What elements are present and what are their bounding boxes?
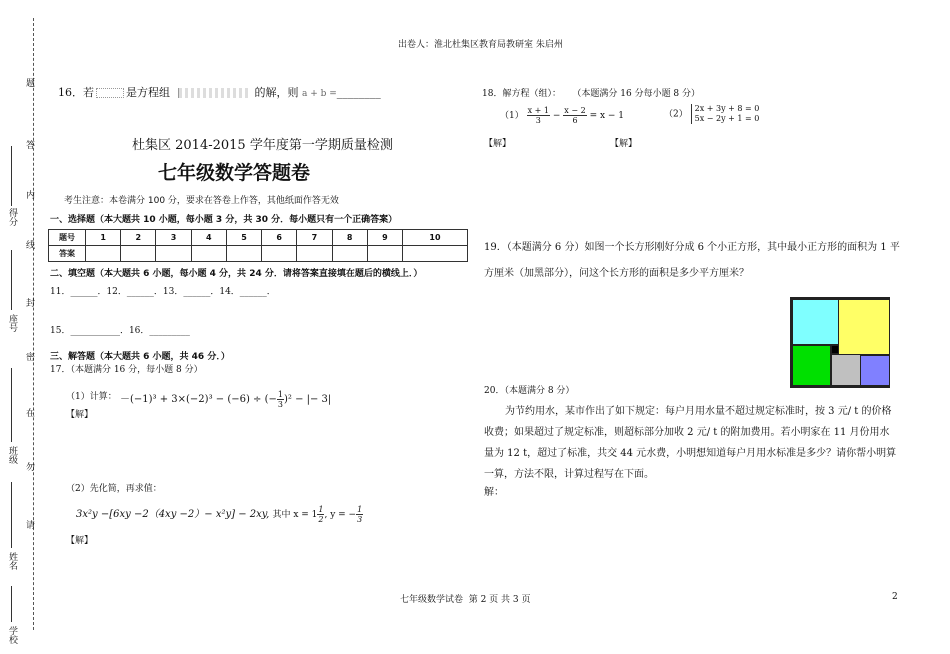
question-20-paragraph-2: 收费；如果超过了规定标准，则超标部分加收 2 元/ t 的附加费用。若小明家在 11 月份用水 (484, 427, 890, 438)
table-cell: 8 (332, 230, 367, 246)
table-row (49, 246, 468, 262)
seal-char: 答 (26, 141, 36, 151)
table-cell: 题号 (49, 230, 86, 246)
score-label: 得分 (7, 208, 17, 226)
binding-dashed-line (33, 18, 34, 630)
choice-answer-table (48, 229, 468, 262)
answer-cell[interactable] (367, 246, 402, 262)
notice: 考生注意：本卷满分 100 分，要求在答卷上作答，其他纸面作答无效 (64, 196, 339, 206)
question-20-heading: 20．（本题满分 8 分） (484, 386, 575, 396)
class-line (11, 368, 12, 442)
school-line (11, 586, 12, 622)
question-17-2-label: （2）先化简，再求值： (66, 484, 162, 494)
exam-title: 杜集区 2014-2015 学年度第一学期质量检测 (132, 138, 393, 153)
section-2-heading: 二、填空题（本大题共 6 小题，每小题 4 分，共 24 分．请将答案直接填在题后的横线上．） (50, 269, 423, 279)
seal-char: 封 (26, 299, 36, 309)
answer-cell[interactable] (402, 246, 467, 262)
rectangle-squares-figure (790, 297, 890, 388)
name-line (11, 482, 12, 548)
question-18-2: （2） 2x + 3y + 8 = 0 5x − 2y + 1 = 0 (664, 104, 760, 123)
question-19-line-2: 方厘米（加黑部分），问这个长方形的面积是多少平方厘米？ (484, 268, 749, 279)
square-gray (831, 354, 861, 386)
question-17-heading: 17．（本题满分 16 分，每小题 8 分） (50, 365, 203, 375)
solution-label: 【解】 (66, 536, 94, 546)
answer-cell[interactable] (297, 246, 332, 262)
answer-cell[interactable] (86, 246, 121, 262)
seal-char: 密 (26, 353, 36, 363)
question-16: 16．若 是方程组 的解，则 a + b =________ (58, 86, 381, 99)
answer-cell[interactable] (226, 246, 261, 262)
square-cyan (792, 299, 839, 345)
table-cell: 1 (86, 230, 121, 246)
seal-char: 线 (26, 241, 36, 251)
table-cell: 10 (402, 230, 467, 246)
solution-label: 【解】 (484, 139, 512, 149)
section-3-heading: 三、解答题（本大题共 6 小题，共 46 分．） (50, 352, 230, 362)
name-label: 姓名 (7, 552, 17, 570)
seal-char: 勿 (26, 463, 36, 473)
question-18-heading: 18．解方程（组）： （本题满分 16 分每小题 8 分） (482, 89, 701, 99)
seal-char: 题 (26, 79, 36, 89)
question-17-2-expression: 3x²y −[6xy −2（4xy −2）− x²y] − 2xy, 其中 x = 1 $\frac{1}{2}$ , y = − $\frac{1}{3}$ (76, 505, 363, 524)
answer-cell[interactable] (156, 246, 191, 262)
page-number: 2 (892, 592, 898, 602)
author-line: 出卷人：淮北杜集区教育局教研室 朱启州 (398, 40, 563, 50)
table-row (49, 230, 468, 246)
question-17-1-expression: －(−1)³ + 3×(−2)³ − (−6) ÷ (− $\frac{1}{3}$ )² − |− 3| (120, 390, 332, 409)
question-20-paragraph-3: 量为 12 t，超过了标准，共交 44 元水费，小明想知道每户月用水标准是多少？请你帮小明算 (484, 448, 897, 459)
seat-label: 座号 (7, 314, 17, 332)
table-cell: 4 (191, 230, 226, 246)
square-black-smallest (831, 345, 839, 354)
fill-blanks-row-1[interactable]: 11．______．12．______．13．______．14．______． (50, 287, 276, 297)
question-20-paragraph-1: 为节约用水，某市作出了如下规定：每户月用水量不超过规定标准时，按 3 元/ t 的价格 (505, 406, 892, 417)
table-cell: 5 (226, 230, 261, 246)
table-cell: 3 (156, 230, 191, 246)
footer-page-info: 七年级数学试卷 第 2 页 共 3 页 (400, 595, 531, 605)
answer-cell[interactable] (262, 246, 297, 262)
square-green (792, 345, 831, 386)
table-cell: 答案 (49, 246, 86, 262)
seat-line (11, 250, 12, 310)
school-label: 学校 (7, 626, 17, 644)
table-cell: 7 (297, 230, 332, 246)
question-17-1-label: （1）计算： (66, 392, 117, 402)
answer-cell[interactable] (121, 246, 156, 262)
question-20-paragraph-4: 一算，方法不限，计算过程写在下面。 (484, 469, 654, 480)
question-18-1: （1） $\frac{x + 1}{3}$ − $\frac{x - 2}{6}$ = x − 1 (500, 106, 625, 125)
table-cell: 9 (367, 230, 402, 246)
question-19-line-1: 19．（本题满分 6 分）如图一个长方形刚好分成 6 个小正方形，其中最小正方形的面积为 1 平 (484, 242, 900, 253)
section-1-heading: 一、选择题（本大题共 10 小题，每小题 3 分，共 30 分．每小题只有一个正确答案） (50, 215, 398, 225)
seal-char: 内 (26, 191, 36, 201)
solution-label: 【解】 (66, 410, 94, 420)
solution-label: 【解】 (610, 139, 638, 149)
square-yellow (838, 299, 890, 355)
answer-sheet-title: 七年级数学答题卷 (158, 162, 311, 184)
answer-cell[interactable] (332, 246, 367, 262)
solution-label: 解： (484, 487, 504, 498)
answer-cell[interactable] (191, 246, 226, 262)
table-cell: 2 (121, 230, 156, 246)
class-label: 班级 (7, 446, 17, 464)
fill-blanks-row-2[interactable]: 15．___________．16．_________ (50, 326, 190, 336)
score-line (11, 146, 12, 206)
seal-char: 请 (26, 521, 36, 531)
table-cell: 6 (262, 230, 297, 246)
seal-char: 在 (26, 409, 36, 419)
square-blue (860, 355, 890, 386)
